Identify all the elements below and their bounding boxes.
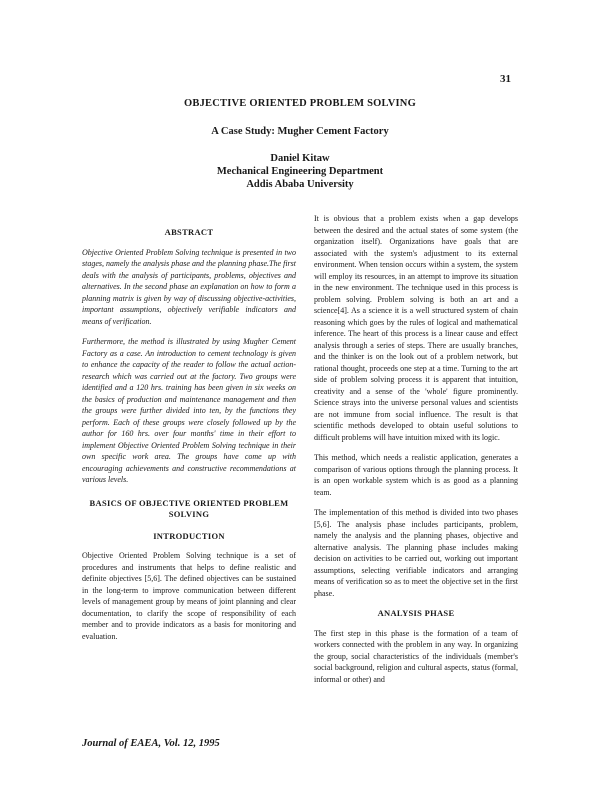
author-university: Addis Ababa University [246,179,354,190]
author-block [0,152,600,191]
right-paragraph-4: The first step in this phase is the formation of a team of workers connected with the problem in any way. In organizing the group, social characteristics of the individuals (member's social background, religion and cultural aspects, status (formal, informal or other) and [314,628,518,684]
author-department: Mechanical Engineering Department [216,166,384,177]
right-paragraph-3: The implementation of this method is divided into two phases [5,6]. The analysis phase includes participants, problem, namely the analysis and the planning phases, objective and alternative analysis. The planning phase includes making decision on activities to be carried out, working out important assumptions, selecting verifiable indicators and arranging means of verification so as to meet the objective set in the first phase. [314,508,518,598]
abstract-heading: ABSTRACT [164,227,214,237]
abstract-paragraph-1: Objective Oriented Problem Solving technique is presented in two stages, namely the analysis phase and the planning phase.The first deals with the analysis of participants, problems, objectives and alternatives. In the second phase an explanation on how to form a planning matrix is given by way of discussing objective-activities, important assumptions, objectively verifiable indicators and means of verification. [82,247,296,326]
author-name: Daniel Kitaw [270,153,330,164]
journal-footer: Journal of EAEA, Vol. 12, 1995 [82,738,220,749]
right-column [314,213,518,694]
paper-title: OBJECTIVE ORIENTED PROBLEM SOLVING [184,98,416,109]
introduction-paragraph: Objective Oriented Problem Solving technique is a set of procedures and instruments that helps to define realistic and definite objectives [5,6]. The defined objectives can be sustained in the long-term to improve communication between different levels of management group by means of joint planning and clear documentation, to clarify the scope of responsibility of each member and to provide indicators as a basis for monitoring and evaluation. [82,551,296,641]
paper-subtitle: A Case Study: Mugher Cement Factory [211,126,389,137]
basics-heading: BASICS OF OBJECTIVE ORIENTED PROBLEM SOLVING [89,497,289,519]
analysis-phase-heading: ANALYSIS PHASE [377,608,455,618]
introduction-heading: INTRODUCTION [153,530,225,541]
right-paragraph-2: This method, which needs a realistic application, generates a comparison of various options through the planning process. It is an open workable system which is as good as a planning team. [314,453,518,497]
right-paragraph-1: It is obvious that a problem exists when a gap develops between the desired and the actual states of some system (the organization itself). Organizations have goals that are associated with the system's adjustment to its external environment. When tension occurs within a system, the system will employ its resources, in an attempt to improve its situation in the new environment. The technique used in this process is problem solving. Problem solving is both an art and a science[4]. As a science it is a well structured system of chain reasoning which goes by the rules of logical and mathematical inference. The heart of this process is a linear cause and effect analysis through a series of steps. There are usually branches, and the thinker is on the look out of a problem network, but rational thought, proceeds one step at a time. Turning to the art side of problem solving process it is apparent that intuition, creativity and a sense of the 'whole' figure prominently. Science strays into the universe personal values and scientists are not immune from social influence. The result is that scientific methods developed to obtain useful solutions to difficult problems will have intuition mixed with its logic. [314,214,518,442]
page-number: 31 [500,73,511,85]
abstract-paragraph-2: Furthermore, the method is illustrated by using Mugher Cement Factory as a case. An introduction to cement technology is given to enhance the capacity of the reader to follow the actual action-research which was carried out at the factory. Two groups were identified and a 120 hrs. training has been given in six weeks on the basics of production and maintenance management and then the groups were further divided into ten, by the functions they perform. Each of these groups were closely followed up by the author for 160 hrs. over four months' time in their effort to implement Objective Oriented Problem Solving technique in their own specific work area. The groups have come up with encouraging achievements and constructive recommendations at various levels. [82,337,296,484]
left-column [82,227,296,651]
